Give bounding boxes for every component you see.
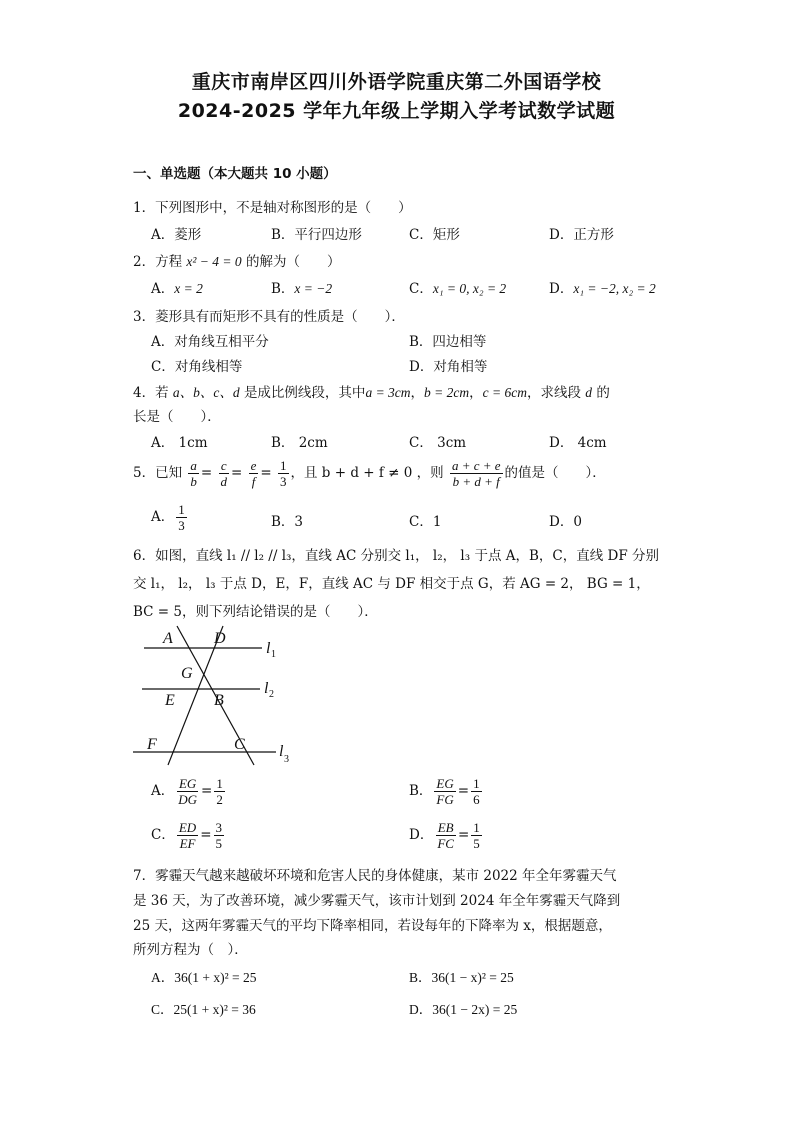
q2-stem-pre: 2．方程 [133,254,183,270]
q1-option-b: B．平行四边形 [271,227,362,243]
q6-line-3: BC = 5，则下列结论错误的是（ ）． [133,604,378,620]
q4-line-2: 长是（ ）． [133,409,221,425]
q7-line-2: 是 36 天，为了改善环境，减少雾霾天气，该市计划到 2024 年全年雾霾天气降到 [133,893,621,909]
q6-option-d: D． $\frac{EB}{FC}$ = $\frac{1}{5}$ [409,820,480,851]
q4-option-b: B． 2cm [271,435,328,451]
label-f: F [147,736,157,753]
q6-option-c: C． $\frac{ED}{EF}$ = $\frac{3}{5}$ [151,820,222,851]
label-g: G [181,665,193,682]
q2-stem-post: 的解为（ ） [245,254,341,270]
q2-option-d: D．x₁ = −2, x₂ = 2 [549,281,656,297]
q5-option-d: D．0 [549,514,582,530]
q5-option-b: B．3 [271,514,304,530]
label-b: B [214,692,224,709]
q3-option-b: B．四边相等 [409,334,487,350]
q2-stem [133,250,340,270]
q5-stem: 5．已知 $\frac{a}{b}$ = $\frac{c}{d}$ = $\frac{e}{f}$ = $\frac{1}{3}$ ，且 b + d + f ≠ 0 ，则 $\frac{a + c + e}{b + d + f}$ 的值是（ ）． [133,458,606,489]
q5-option-a: A． $\frac{1}{3}$ [151,502,185,533]
q5-option-c: C．1 [409,514,442,530]
label-l3-sub: 3 [284,754,289,765]
q1-option-d: D．正方形 [549,227,614,243]
q1-option-a: A．菱形 [151,227,202,243]
section-heading: 一、单选题（本大题共 10 小题） [133,166,337,182]
label-l3: l [279,743,284,760]
q7-option-c: C．25(1 + x)² = 36 [151,1002,256,1017]
label-a: A [163,630,173,647]
label-l2: l [264,680,269,697]
q3-option-a: A．对角线互相平分 [151,334,269,350]
q6-figure [130,622,300,767]
q4-line-1: 4．若 a、b、c、d 是成比例线段，其中a = 3cm，b = 2cm，c = 6cm，求线段 d 的 [133,385,610,401]
q7-option-b: B．36(1 − x)² = 25 [409,970,514,985]
q4-option-a: A． 1cm [151,435,208,451]
label-l1-sub: 1 [271,649,276,660]
q7-line-3: 25 天，这两年雾霾天气的平均下降率相同，若设每年的下降率为 x，根据题意， [133,918,612,934]
q6-line-1: 6．如图，直线 l₁ // l₂ // l₃，直线 AC 分别交 l₁， l₂， l₃ 于点 A，B，C，直线 DF 分别 [133,548,660,564]
q7-option-a: A．36(1 + x)² = 25 [151,970,257,985]
title-line-2: 2024-2025 学年九年级上学期入学考试数学试题 [177,100,616,122]
q7-option-d: D．36(1 − 2x) = 25 [409,1002,518,1017]
title-line-1: 重庆市南岸区四川外语学院重庆第二外国语学校 [191,71,602,93]
q6-option-b: B． $\frac{EG}{FG}$ = $\frac{1}{6}$ [409,776,480,807]
q6-line-2: 交 l₁， l₂， l₃ 于点 D，E，F，直线 AC 与 DF 相交于点 G，若 AG = 2， BG = 1， [133,576,650,592]
q1-stem: 1．下列图形中，不是轴对称图形的是（ ） [133,200,412,216]
q4-option-d: D． 4cm [549,435,607,451]
q2-option-a: A．x = 2 [151,281,203,297]
q4-option-c: C． 3cm [409,435,467,451]
q2-option-b: B．x = −2 [271,281,333,297]
q7-line-4: 所列方程为（ ）． [133,942,248,958]
q6-option-a: A． $\frac{EG}{DG}$ = $\frac{1}{2}$ [151,776,223,807]
q2-option-c: C．x₁ = 0, x₂ = 2 [409,281,507,297]
q3-stem: 3．菱形具有而矩形不具有的性质是（ ）． [133,309,405,325]
label-l2-sub: 2 [269,689,274,700]
q2-equation: x² − 4 = 0 [186,254,242,269]
label-e: E [165,692,175,709]
q3-option-d: D．对角相等 [409,359,488,375]
label-c: C [234,736,245,753]
label-d: D [214,630,226,647]
q3-option-c: C．对角线相等 [151,359,243,375]
q7-line-1: 7．雾霾天气越来越破坏环境和危害人民的身体健康，某市 2022 年全年雾霾天气 [133,868,617,884]
label-l1: l [266,640,271,657]
q1-option-c: C．矩形 [409,227,460,243]
